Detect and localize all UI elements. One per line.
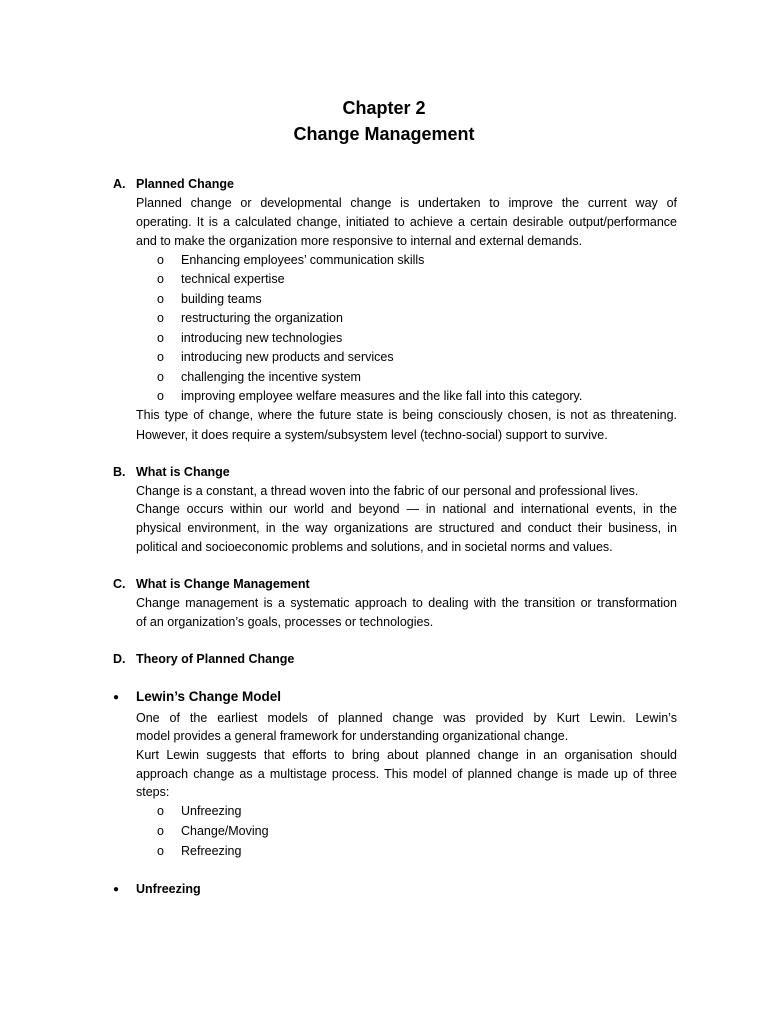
section-heading-text: Planned Change — [136, 177, 234, 191]
list-marker: o — [157, 253, 164, 267]
bullet-marker: ● — [113, 692, 120, 703]
section-b-line: physical environment, in the way organizations are structured and conduct their business, in — [136, 521, 677, 535]
list-marker: o — [157, 389, 164, 403]
list-marker: o — [157, 272, 164, 286]
lewin-line: approach change as a multistage process. This model of planned change is made up of three — [136, 767, 677, 781]
list-marker: o — [157, 350, 164, 364]
list-item-text: introducing new technologies — [181, 331, 343, 345]
lewin-line: model provides a general framework for understanding organizational change. — [136, 729, 569, 743]
section-a-after-line: This type of change, where the future state is being consciously chosen, is not as threatening. — [136, 408, 677, 422]
bullet-marker: ● — [113, 884, 120, 895]
section-c-heading — [113, 575, 310, 593]
list-item-text: introducing new products and services — [181, 350, 394, 364]
section-c-line: of an organization’s goals, processes or technologies. — [136, 615, 434, 629]
section-b-line: Change occurs within our world and beyond — in national and international events, in the — [136, 502, 677, 516]
section-marker: B. — [113, 465, 126, 479]
lewin-line: Kurt Lewin suggests that efforts to bring about planned change in an organisation should — [136, 748, 677, 762]
section-marker: C. — [113, 577, 126, 591]
list-item-text: restructuring the organization — [181, 311, 343, 325]
section-a-line: and to make the organization more responsive to internal and external demands. — [136, 234, 583, 248]
list-item-text: Unfreezing — [181, 804, 242, 818]
list-item — [157, 387, 582, 405]
unfreezing-heading-text: Unfreezing — [136, 882, 201, 896]
list-marker: o — [157, 804, 164, 818]
section-d-heading — [113, 650, 294, 668]
section-a-line: Planned change or developmental change is undertaken to improve the current way of — [136, 196, 677, 210]
section-a-after-line: However, it does require a system/subsystem level (techno-social) support to survive. — [136, 428, 608, 442]
section-c-line: Change management is a systematic approach to dealing with the transition or transformation — [136, 596, 677, 610]
list-item-text: Enhancing employees’ communication skills — [181, 253, 425, 267]
list-item — [157, 842, 241, 860]
list-item — [157, 309, 343, 327]
list-marker: o — [157, 292, 164, 306]
list-item — [157, 822, 269, 840]
lewin-line: steps: — [136, 785, 170, 799]
list-marker: o — [157, 331, 164, 345]
lewin-line: One of the earliest models of planned change was provided by Kurt Lewin. Lewin’s — [136, 711, 677, 725]
section-b-heading — [113, 463, 230, 481]
list-item-text: Change/Moving — [181, 824, 269, 838]
chapter-number: Chapter 2 — [342, 98, 426, 118]
section-heading-text: What is Change Management — [136, 577, 310, 591]
list-item-text: technical expertise — [181, 272, 285, 286]
list-item — [157, 270, 285, 288]
section-marker: A. — [113, 177, 126, 191]
list-item — [157, 802, 241, 820]
section-b-line: political and socioeconomic problems and solutions, and in societal norms and values. — [136, 540, 613, 554]
list-item-text: improving employee welfare measures and the like fall into this category. — [181, 389, 583, 403]
lewin-heading-text: Lewin’s Change Model — [136, 689, 282, 704]
list-item-text: building teams — [181, 292, 262, 306]
list-marker: o — [157, 844, 164, 858]
list-item — [157, 329, 342, 347]
section-heading-text: What is Change — [136, 465, 230, 479]
chapter-title: Change Management — [293, 124, 475, 144]
section-b-line: Change is a constant, a thread woven into the fabric of our personal and professional lives. — [136, 484, 639, 498]
list-item — [157, 290, 262, 308]
list-marker: o — [157, 824, 164, 838]
section-marker: D. — [113, 652, 126, 666]
lewin-heading — [113, 688, 281, 707]
list-item — [157, 348, 394, 366]
list-marker: o — [157, 311, 164, 325]
list-item — [157, 368, 361, 386]
list-item — [157, 251, 424, 269]
list-item-text: challenging the incentive system — [181, 370, 361, 384]
section-heading-text: Theory of Planned Change — [136, 652, 295, 666]
section-a-heading — [113, 175, 234, 193]
section-a-line: operating. It is a calculated change, initiated to achieve a certain desirable output/performance — [136, 215, 677, 229]
unfreezing-heading — [113, 880, 201, 899]
list-item-text: Refreezing — [181, 844, 242, 858]
list-marker: o — [157, 370, 164, 384]
